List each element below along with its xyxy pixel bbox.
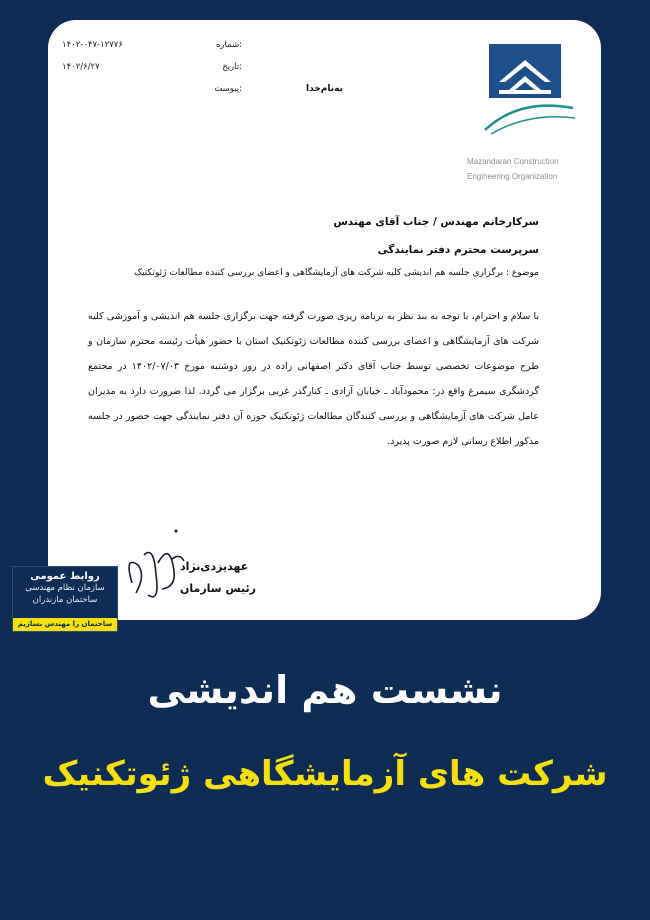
letter-number-label: شماره:	[215, 40, 242, 50]
badge-line-2: سازمان نظام مهندسی	[25, 583, 105, 593]
letter-content	[88, 216, 539, 454]
basmala: به‌نام‌خدا	[306, 84, 343, 94]
headline: نشست هم اندیشی	[147, 668, 503, 712]
organization-logo-icon	[479, 38, 579, 138]
signer-title: رئیس سازمان	[180, 582, 256, 595]
letter-attachment-label: پیوست:	[214, 84, 242, 94]
letter-date: ۱۴۰۲/۶/۲۷	[62, 62, 100, 72]
badge-tagline: ساختمان را مهندس بسازیم	[13, 618, 117, 631]
meta-row-number	[62, 40, 242, 62]
letter-body: با سلام و احترام، با توجه به بند نظر به برنامه ریزی صورت گرفته جهت برگزاری جلسه هم اندیشی و آموزشی کلیه شرکت های آزمایشگاهی و اعضای بررسی کننده مطالعات ژئوتکنیک استان با حضور هیأت رئیسه محترم سازمان و طرح موضوعات تخصصی توسط جناب آقای دکتر اصفهانی زاده در روز دوشنبه مورخ ۱۴۰۲/۰۷/۰۳ در مجتمع گردشگری سیمرغ واقع در: محمودآباد ـ خیابان آزادی ـ کنارگذر غربی برگزار می گردد. لذا ضرورت دارد به مدیران عامل شرکت های آزمایشگاهی و بررسی کنندگان مطالعات ژئوتکنیک حوزه آن دفتر نمایندگی جهت حضور در جلسه مذکور اطلاع رسانی لازم صورت پذیرد.	[88, 311, 539, 447]
subheadline: شرکت های آزمایشگاهی ژئوتکنیک	[42, 754, 608, 794]
meta-row-attachment	[62, 84, 242, 106]
badge-line-3: ساختمان مازندران	[32, 595, 98, 605]
letter-date-label: تاریخ:	[222, 62, 242, 72]
letter-number: ۱۴۰۲-۰۴۷-۱۲۷۷۶	[62, 40, 123, 50]
org-name-line-1: Mazandaran Construction	[467, 157, 559, 166]
org-name-line-2: Engineering Organization	[467, 172, 558, 181]
signer-name: عهدیزدی‌نژاد	[180, 560, 249, 573]
letter-meta	[62, 40, 242, 106]
public-relations-badge	[12, 566, 118, 632]
badge-line-1: روابط عمومی	[30, 571, 100, 582]
letter-subject: موضوع : برگزاری جلسه هم اندیشی کلیه شرکت های آزمایشگاهی و اعضای بررسی کننده مطالعات ژئوتکنیک	[134, 268, 539, 278]
addressee-line-2: سرپرست محترم دفتر نمایندگی	[377, 244, 539, 256]
meta-row-date	[62, 62, 242, 84]
official-letter	[48, 20, 601, 620]
addressee-line-1: سرکارخانم مهندس / جناب آقای مهندس	[333, 216, 539, 228]
organization-english-name	[467, 154, 587, 184]
